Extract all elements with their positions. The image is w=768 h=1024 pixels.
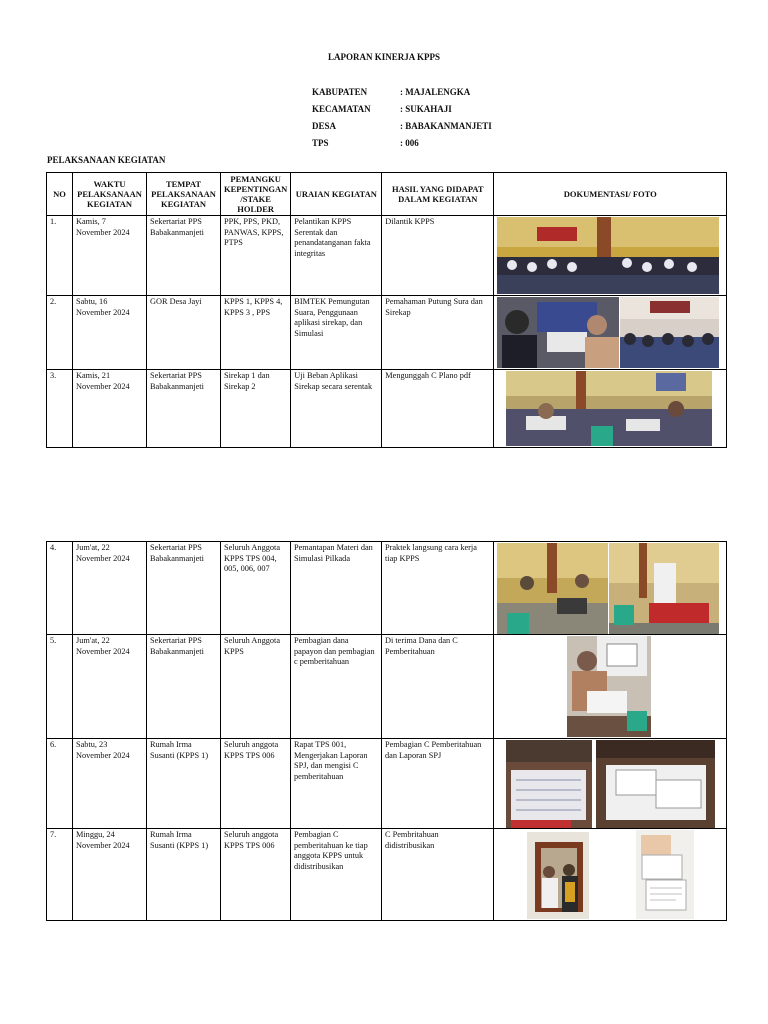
meta-value: : BABAKANMANJETI xyxy=(400,121,492,131)
header-pemangku: PEMANGKU KEPENTINGAN /STAKE HOLDER xyxy=(221,173,291,216)
header-dokumentasi: DOKUMENTASI/ FOTO xyxy=(494,173,727,216)
table-header-row xyxy=(47,173,727,216)
photo-bimtek-2 xyxy=(620,297,719,368)
photo-simulation-2 xyxy=(609,543,719,634)
photo-bimtek-1 xyxy=(497,297,619,368)
header-waktu: WAKTU PELAKSANAAN KEGIATAN xyxy=(73,173,147,216)
meta-label: DESA xyxy=(312,121,337,131)
cell-hasil: Pembagian C Pemberitahuan dan Laporan SPJ xyxy=(382,739,494,829)
cell-waktu: Minggu, 24 November 2024 xyxy=(73,829,147,921)
meta-row-kabupaten xyxy=(312,86,492,103)
cell-photo xyxy=(494,829,727,921)
table-row xyxy=(47,542,727,635)
cell-photo xyxy=(494,635,727,739)
meta-label: KECAMATAN xyxy=(312,104,371,114)
cell-no: 6. xyxy=(47,739,73,829)
cell-uraian: Pelantikan KPPS Serentak dan penandatanganan fakta integritas xyxy=(291,216,382,296)
cell-waktu: Jum'at, 22 November 2024 xyxy=(73,635,147,739)
section-title: PELAKSANAAN KEGIATAN xyxy=(47,155,166,165)
meta-value: : SUKAHAJI xyxy=(400,104,452,114)
cell-no: 2. xyxy=(47,296,73,370)
meta-label: TPS xyxy=(312,138,329,148)
activity-table-part-2 xyxy=(46,541,727,921)
meta-row-tps xyxy=(312,137,492,154)
cell-no: 3. xyxy=(47,370,73,448)
activity-table-part-1 xyxy=(46,172,727,448)
cell-no: 1. xyxy=(47,216,73,296)
report-title: LAPORAN KINERJA KPPS xyxy=(327,52,440,62)
cell-uraian: Pemantapan Materi dan Simulasi Pilkada xyxy=(291,542,382,635)
cell-uraian: Uji Beban Aplikasi Sirekap secara serentak xyxy=(291,370,382,448)
photo-inauguration xyxy=(497,217,719,294)
photo-meeting-2 xyxy=(596,740,715,828)
cell-photo xyxy=(494,370,727,448)
cell-tempat: Rumah Irma Susanti (KPPS 1) xyxy=(147,829,221,921)
cell-no: 7. xyxy=(47,829,73,921)
cell-waktu: Sabtu, 23 November 2024 xyxy=(73,739,147,829)
cell-waktu: Jum'at, 22 November 2024 xyxy=(73,542,147,635)
photo-simulation-1 xyxy=(497,543,608,634)
cell-photo xyxy=(494,216,727,296)
cell-no: 4. xyxy=(47,542,73,635)
cell-tempat: Sekertariat PPS Babakanmanjeti xyxy=(147,216,221,296)
cell-waktu: Kamis, 7 November 2024 xyxy=(73,216,147,296)
table-row xyxy=(47,296,727,370)
header-tempat: TEMPAT PELAKSANAAN KEGIATAN xyxy=(147,173,221,216)
cell-tempat: Sekertariat PPS Babakanmanjeti xyxy=(147,370,221,448)
cell-waktu: Kamis, 21 November 2024 xyxy=(73,370,147,448)
meta-row-desa xyxy=(312,120,492,137)
header-no: NO xyxy=(47,173,73,216)
cell-pemangku: KPPS 1, KPPS 4, KPPS 3 , PPS xyxy=(221,296,291,370)
cell-hasil: Di terima Dana dan C Pemberitahuan xyxy=(382,635,494,739)
cell-pemangku: Seluruh Anggota KPPS xyxy=(221,635,291,739)
cell-pemangku: Seluruh anggota KPPS TPS 006 xyxy=(221,829,291,921)
cell-tempat: Sekertariat PPS Babakanmanjeti xyxy=(147,542,221,635)
cell-pemangku: Seluruh anggota KPPS TPS 006 xyxy=(221,739,291,829)
table-row xyxy=(47,216,727,296)
meta-value: : MAJALENGKA xyxy=(400,87,471,97)
cell-pemangku: Sirekap 1 dan Sirekap 2 xyxy=(221,370,291,448)
cell-hasil: Mengunggah C Plano pdf xyxy=(382,370,494,448)
photo-handover-1 xyxy=(527,832,589,919)
cell-tempat: Sekertariat PPS Babakanmanjeti xyxy=(147,635,221,739)
report-meta xyxy=(312,86,492,154)
photo-handover-2 xyxy=(636,830,694,919)
cell-no: 5. xyxy=(47,635,73,739)
cell-photo xyxy=(494,739,727,829)
table-row xyxy=(47,635,727,739)
photo-meeting-1 xyxy=(506,740,592,828)
table-row xyxy=(47,739,727,829)
cell-pemangku: Seluruh Anggota KPPS TPS 004, 005, 006, 007 xyxy=(221,542,291,635)
meta-row-kecamatan xyxy=(312,103,492,120)
meta-label: KABUPATEN xyxy=(312,87,368,97)
cell-hasil: Dilantik KPPS xyxy=(382,216,494,296)
cell-uraian: BIMTEK Pemungutan Suara, Penggunaan aplikasi sirekap, dan Simulasi xyxy=(291,296,382,370)
cell-photo xyxy=(494,542,727,635)
cell-pemangku: PPK, PPS, PKD, PANWAS, KPPS, PTPS xyxy=(221,216,291,296)
cell-photo xyxy=(494,296,727,370)
header-uraian: URAIAN KEGIATAN xyxy=(291,173,382,216)
cell-tempat: Rumah Irma Susanti (KPPS 1) xyxy=(147,739,221,829)
cell-hasil: C Pembritahuan didistribusikan xyxy=(382,829,494,921)
table-row xyxy=(47,829,727,921)
cell-hasil: Pemahaman Putung Sura dan Sirekap xyxy=(382,296,494,370)
cell-tempat: GOR Desa Jayi xyxy=(147,296,221,370)
cell-uraian: Pembagian dana papayon dan pembagian c pemberitahuan xyxy=(291,635,382,739)
table-row xyxy=(47,370,727,448)
meta-value: : 006 xyxy=(400,138,419,148)
cell-hasil: Praktek langsung cara kerja tiap KPPS xyxy=(382,542,494,635)
cell-uraian: Pembagian C pemberitahuan ke tiap anggota KPPS untuk didistribusikan xyxy=(291,829,382,921)
cell-uraian: Rapat TPS 001, Mengerjakan Laporan SPJ, dan mengisi C pemberitahuan xyxy=(291,739,382,829)
cell-waktu: Sabtu, 16 November 2024 xyxy=(73,296,147,370)
photo-fund-distribution xyxy=(567,636,651,737)
photo-sirekap-test xyxy=(506,371,712,446)
header-hasil: HASIL YANG DIDAPAT DALAM KEGIATAN xyxy=(382,173,494,216)
